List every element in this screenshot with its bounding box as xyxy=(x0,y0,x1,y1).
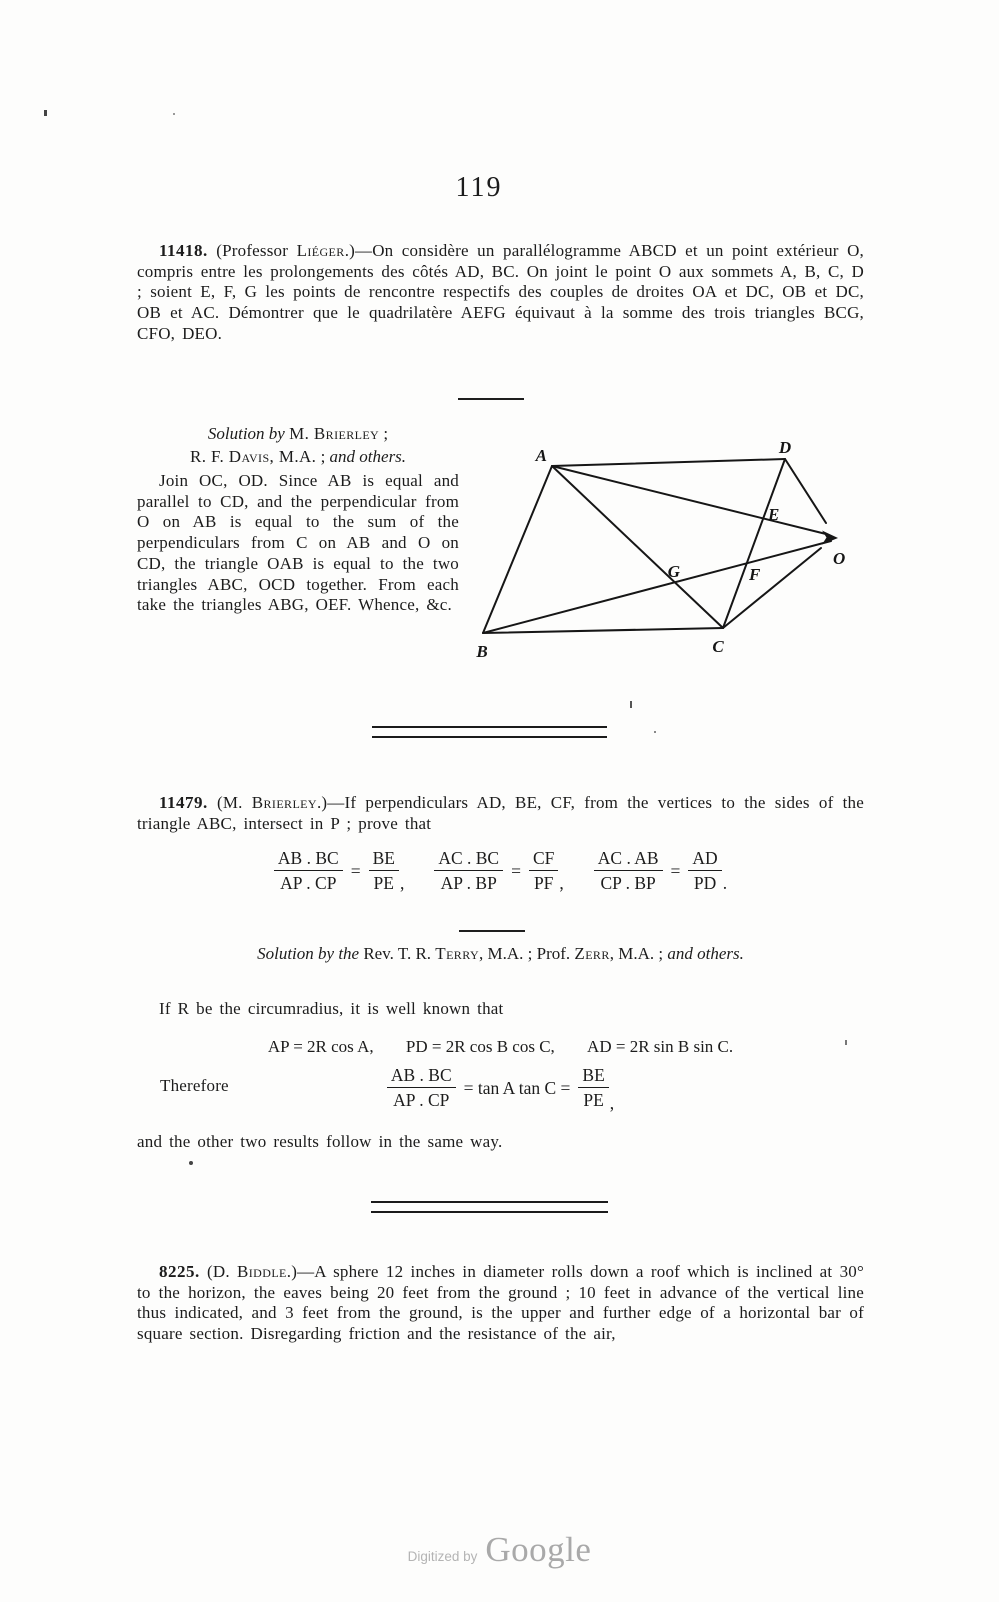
vertex-label-B: B xyxy=(476,642,488,661)
therefore-label: Therefore xyxy=(160,1076,229,1095)
solution-11479-line1: If R be the circumradius, it is well known that xyxy=(159,999,504,1018)
solver-name: R. F. Davis, M.A. xyxy=(189,447,317,466)
edge-AB xyxy=(483,466,552,633)
solution-11479-header: Solution by the Rev. T. R. Terry, M.A. ; Prof. Zerr, M.A. ; and others. xyxy=(257,944,744,963)
scan-speck xyxy=(189,1161,193,1165)
solution-11418-block xyxy=(0,422,999,672)
solution-11479-known-equations xyxy=(137,1037,864,1057)
fraction: $\frac{AC . BC}{AP . BP}$ xyxy=(434,848,503,894)
parallelogram-diagram xyxy=(452,423,888,663)
edge-BC xyxy=(483,628,723,633)
equations-11479 xyxy=(137,848,864,894)
point-label-E: E xyxy=(768,505,780,524)
point-label-F: F xyxy=(749,565,761,584)
problem-11418 xyxy=(137,241,864,345)
line-A-to-O xyxy=(552,466,826,534)
equals-sign: = xyxy=(670,860,681,881)
problem-attribution-pre: (D. xyxy=(199,1262,238,1281)
equals-sign: = xyxy=(350,860,361,881)
problem-author: Brierley xyxy=(251,793,317,812)
fraction: $\frac{AC . AB}{CP . BP}$ xyxy=(594,848,663,894)
vertex-label-O: O xyxy=(833,549,846,568)
middle-expression: = tan A tan C = xyxy=(463,1077,571,1098)
divider-rule-short xyxy=(458,398,524,400)
solution-11418-body: Join OC, OD. Since AB is equal and parallel to CD, and the perpendicular from O on AB is equal to the sum of the perpendiculars from C on AB and O on CD, the triangle OAB is equal to the two triangles ABC, OCD together. From each take the triangles ABG, OEF. Whence, &c. xyxy=(137,471,459,615)
problem-attribution-pre: (Professor xyxy=(207,241,297,260)
point-label-G: G xyxy=(667,562,680,581)
problem-number: 8225. xyxy=(159,1262,200,1281)
and-others-label: and others. xyxy=(667,944,744,963)
arrowhead-at-O xyxy=(822,531,838,545)
equation-1: $\frac{AB . BC}{AP . CP}$ = $\frac{BE}{PE}$ , xyxy=(274,848,404,894)
equals-sign: = xyxy=(511,860,521,881)
equation-AP: AP = 2R cos A, xyxy=(267,1037,374,1056)
solver-name: M. Brierley xyxy=(289,424,380,443)
therefore-row xyxy=(137,1062,864,1114)
vertex-label-C: C xyxy=(712,637,724,656)
vertex-label-D: D xyxy=(778,438,792,457)
problem-8225 xyxy=(137,1262,864,1345)
divider-rule-short xyxy=(459,930,525,932)
problem-attribution-pre: (M. xyxy=(207,793,252,812)
problem-author: Liéger xyxy=(296,241,345,260)
divider-rule-double xyxy=(371,1201,608,1213)
google-logo: Google xyxy=(485,1530,592,1569)
problem-number: 11418. xyxy=(159,241,208,260)
fraction: $\frac{AB . BC}{AP . CP}$ xyxy=(274,848,343,894)
scan-speck xyxy=(630,701,632,708)
therefore-equation: $\frac{AB . BC}{AP . CP}$ = tan A tan C = $\frac{BE}{PE}$ , xyxy=(137,1062,864,1114)
fraction: $\frac{CF}{PF}$ xyxy=(529,848,558,894)
solution-11418-header: Solution by M. Brierley ; R. F. Davis, M.A. ; and others. xyxy=(189,424,407,466)
problem-text: .)—A sphere 12 inches in diameter rolls down a roof which is inclined at 30° to the horizon, the eaves being 20 feet from the ground ; 10 feet in advance of the vertical line thus indicated, and 3 feet from the ground, is the upper and further edge of a horizontal bar of square section. Disregarding friction and the resistance of the air, xyxy=(137,1262,864,1344)
scan-speck xyxy=(654,731,656,733)
problem-author: Biddle xyxy=(237,1262,287,1281)
equation-3: $\frac{AC . AB}{CP . BP}$ = $\frac{AD}{PD}$ . xyxy=(594,848,727,894)
divider-rule-double xyxy=(372,726,607,738)
google-watermark xyxy=(0,1530,999,1570)
problem-11479 xyxy=(137,793,864,834)
problem-number: 11479. xyxy=(159,793,208,812)
equation-2: $\frac{AC . BC}{AP . BP}$ = $\frac{CF}{PF}$ , xyxy=(434,848,563,894)
solution-11479-line3: and the other two results follow in the same way. xyxy=(137,1132,503,1151)
vertex-label-A: A xyxy=(535,446,547,465)
solver-name: Zerr xyxy=(574,944,610,963)
line-B-to-O xyxy=(483,541,831,633)
solution-by-label: Solution by the xyxy=(257,944,364,963)
problem-text: .)—On considère un parallélogramme ABCD et un point extérieur O, compris entre les prolongements des côtés AD, BC. On joint le point O aux sommets A, B, C, D ; soient E, F, G les points de rencontre respectifs des couples de droites OA et DC, OB et DC, OB et AC. Démontrer que le quadrilatère AEFG équivaut à la somme des trois triangles BCG, CFO, DEO. xyxy=(137,241,865,343)
scan-speck xyxy=(173,113,175,115)
and-others-label: and others. xyxy=(329,447,407,466)
equation-PD: PD = 2R cos B cos C, xyxy=(405,1037,555,1056)
line-D-to-O xyxy=(785,459,826,523)
fraction: $\frac{BE}{PE}$ xyxy=(369,848,399,894)
edge-AD xyxy=(552,459,785,466)
solution-11418-text-column xyxy=(137,422,459,616)
equation-AD: AD = 2R sin B sin C. xyxy=(587,1037,734,1056)
fraction: $\frac{AD}{PD}$ xyxy=(688,848,721,894)
fraction: $\frac{AB . BC}{AP . CP}$ xyxy=(387,1065,456,1111)
digitized-by-label: Digitized by xyxy=(407,1549,478,1564)
diagonal-AC xyxy=(552,466,723,628)
solver-name: Terry xyxy=(435,944,480,963)
page-number: 119 xyxy=(455,172,503,203)
problem-text: .)—If perpendiculars AD, BE, CF, from the vertices to the sides of the triangle ABC, intersect in P ; prove that xyxy=(137,793,864,833)
scan-speck xyxy=(44,110,47,116)
solution-by-label: Solution by xyxy=(207,424,290,443)
fraction: $\frac{BE}{PE}$ xyxy=(578,1065,608,1111)
